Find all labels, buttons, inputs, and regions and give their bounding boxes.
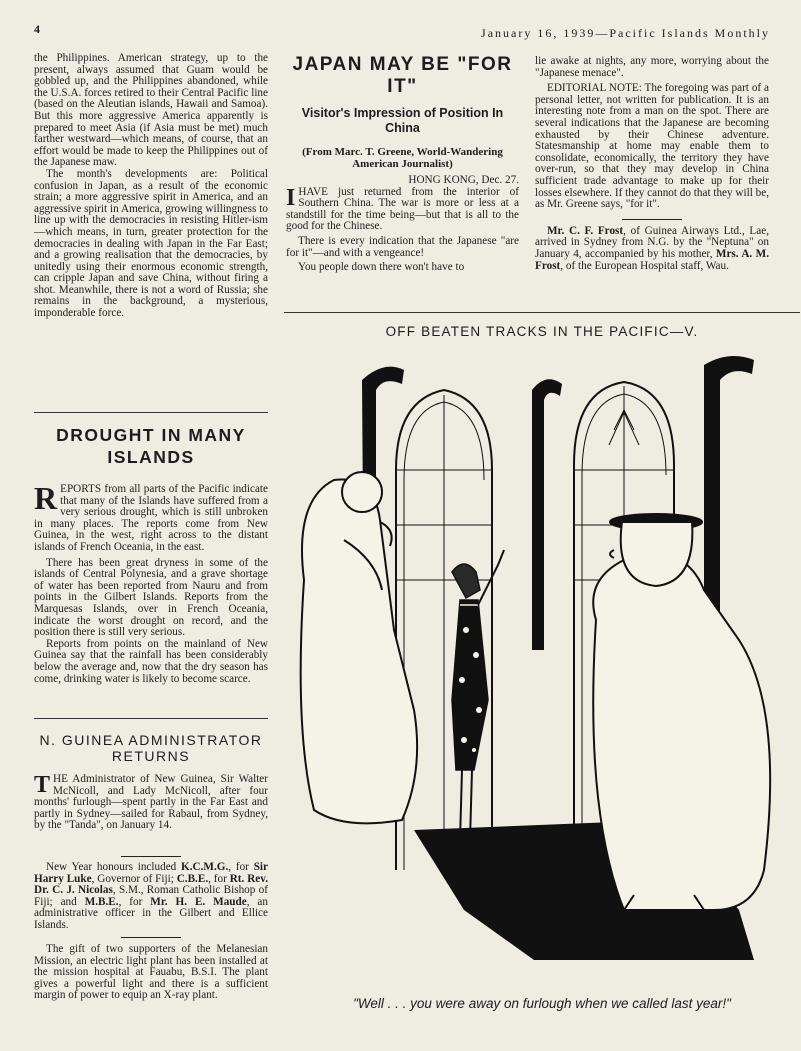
- col1-article-continued: [34, 53, 268, 320]
- running-title: January 16, 1939—Pacific Islands Monthly: [481, 26, 770, 40]
- text-run: , Governor of Fiji;: [91, 872, 177, 885]
- japan-article: [286, 54, 519, 274]
- body-paragraph: There has been great dryness in some of the islands of Central Polynesia, and a grave shortage of water has been reported from Nauru and from points in the Gilbert Islands. Reports from the Marquesas Islands, over in French Oceania, indicate the worst drought on record, and the position there is still very serious.: [34, 556, 268, 639]
- bold-run: C.B.E.: [176, 872, 209, 885]
- bold-run: M.B.E.: [84, 895, 119, 908]
- cartoon-caption: "Well . . . you were away on furlough when we called last year!": [353, 996, 731, 1011]
- section-rule: [622, 219, 682, 220]
- administrator-article: [34, 732, 268, 832]
- column-divider: [34, 412, 268, 413]
- drop-cap: R: [34, 480, 58, 516]
- text-run: , for: [208, 872, 230, 885]
- col3-text: [535, 56, 769, 272]
- article-headline: N. GUINEA ADMINISTRATOR RETURNS: [39, 732, 263, 764]
- bold-run: K.C.M.G.: [181, 861, 229, 873]
- cartoon-top-rule: [284, 312, 800, 314]
- body-paragraph: EPORTS from all parts of the Pacific indicate that many of the Islands have suffered from a very serious drought, which is still unbroken in many places. The reports come from New Guinea, in the west, right across to the distant islands of French Oceania, in the east.: [34, 483, 268, 553]
- bold-run: Mr. H. E. Maude: [150, 895, 247, 908]
- dateline: HONG KONG, Dec. 27.: [408, 174, 519, 186]
- text-run: New Year honours included: [46, 861, 182, 873]
- honours-note: [34, 862, 268, 932]
- body-paragraph: There is every indication that the Japanese "are for it"—and with a vengeance!: [286, 234, 519, 259]
- bold-run: Sir Harry Luke: [34, 861, 268, 885]
- text-run: , an administrative officer in the Gilbert and Ellice Islands.: [34, 895, 268, 931]
- body-paragraph: The month's developments are: Political confusion in Japan, as a result of the economic strain; a more aggressive spirit in America, and an aggressive spirit in America, growing willingness to line up with the democracies in resisting Hitler-ism—which means, in turn, greater protection for the democracies in dealing with Japan in the Far East; and a growing realisation that the democracies, by unitedly using their enormous economic strength, can cripple Japan and save China, without firing a shot. Meanwhile, there is not a word of Russia; she remains in the background, a mysterious, imponderable force.: [34, 167, 268, 320]
- article-subheadline: Visitor's Impression of Position In China: [301, 106, 504, 135]
- text-run: , for: [228, 861, 254, 873]
- drought-article: [34, 424, 268, 685]
- body-paragraph: You people down there won't have to: [298, 261, 465, 274]
- cartoon-title: OFF BEATEN TRACKS IN THE PACIFIC—V.: [385, 324, 699, 339]
- artist-signature: KUPA: [676, 918, 729, 935]
- body-paragraph: Reports from points on the mainland of New Guinea say that the rainfall has been considerably below the average and, now that the dry season has come, drinking water is likely to become scarce.: [34, 637, 268, 685]
- bold-run: Mr. C. F. Frost: [547, 224, 624, 237]
- article-headline: JAPAN MAY BE "FOR IT": [292, 54, 513, 97]
- text-run: , for: [118, 895, 151, 908]
- body-paragraph: HE Administrator of New Guinea, Sir Walter McNicoll, and Lady McNicoll, after four months' furlough—spent partly in the Far East and partly in Sydney—sailed for Rabaul, from Sydney, by the "Tanda", on January 14.: [34, 773, 268, 832]
- byline: (From Marc. T. Greene, World-Wandering American Journalist): [302, 146, 503, 170]
- body-paragraph: lie awake at nights, any more, worrying about the "Japanese menace".: [535, 55, 769, 79]
- frost-note: [535, 226, 769, 272]
- text-run: , of the European Hospital staff, Wau.: [560, 259, 729, 272]
- text-run: , S.M., Roman Catholic Bishop of Fiji; and: [34, 884, 268, 908]
- body-paragraph: HAVE just returned from the interior of Southern China. The war is more or less at a standstill for the time being—but that is all to the good for the Chinese.: [286, 185, 519, 233]
- cartoon-illustration: [284, 350, 800, 990]
- page-number: 4: [34, 22, 40, 36]
- text-run: , of Guinea Airways Ltd., Lae, arrived in Sydney from N.G. by the "Neptuna" on January 4, accompanied by his mother,: [535, 224, 769, 260]
- drop-cap: T: [34, 772, 51, 798]
- bold-run: Rt. Rev. Dr. C. J. Nicolas: [34, 872, 269, 897]
- body-paragraph: The gift of two supporters of the Melanesian Mission, an electric light plant has been installed at the mission hospital at Fauabu, B.S.I. The plant gives a powerful light and there is a sufficient margin of power to equip an X-ray plant.: [34, 943, 268, 1002]
- drop-cap: I: [286, 184, 296, 211]
- column-divider: [34, 718, 268, 719]
- editorial-note: EDITORIAL NOTE: The foregoing was part of a personal letter, not written for publication. It is an interesting note from a man on the spot. There are several indications that the Japanese are becoming exhausted by their Chinese adventure. Statesmanship at home may enable them to consolidate, economically, the territory they have over-run, so that they may develop in China sufficient trade advantage to make up for their losses elsewhere. If they cannot do that they will be, as Mr. Greene says, "for it".: [535, 82, 769, 211]
- bold-run: Mrs. A. M. Frost: [535, 247, 769, 272]
- mission-note: [34, 944, 268, 1002]
- article-headline: DROUGHT IN MANY ISLANDS: [56, 425, 246, 467]
- body-paragraph: the Philippines. American strategy, up to the present, always assumed that Guam would be gobbled up, and the Philippines abandoned, while the U.S.A. forces retired to their Central Pacific line (based on the Aleutian islands, Hawaii and Samoa). But this more aggressive America apparently is prepared to meet Asia (if Asia must be met) much farther westward—which means, of course, that an effort would be made to keep the Philippines out of the Japanese maw.: [34, 52, 268, 169]
- page-header: [34, 22, 770, 40]
